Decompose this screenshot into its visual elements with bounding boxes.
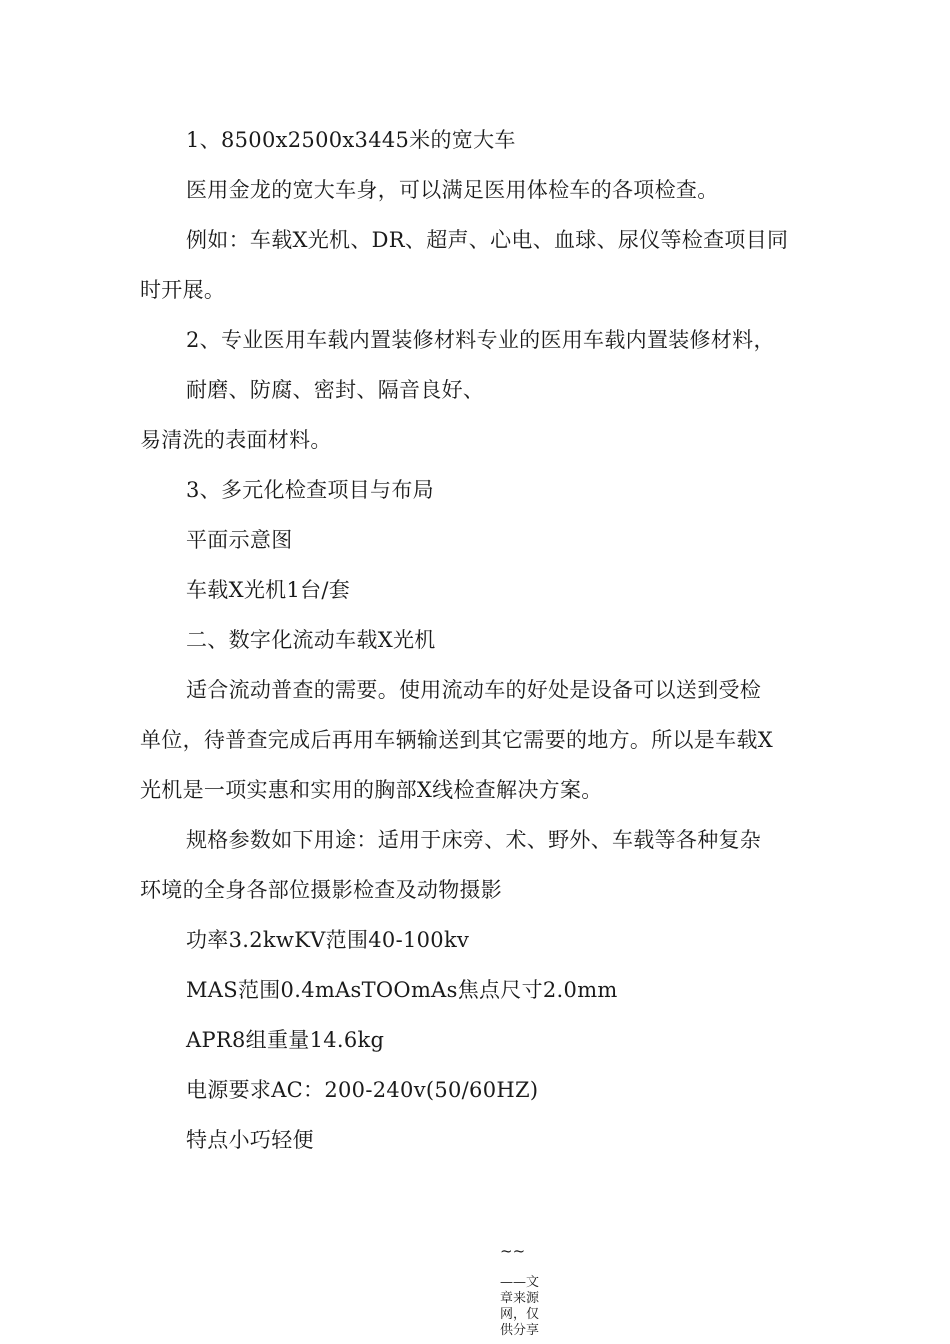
text-line-14: 光机是一项实惠和实用的胸部X线检查解决方案。	[140, 778, 603, 802]
text-line-9: 平面示意图	[186, 528, 293, 552]
text-line-13: 单位，待普查完成后再用车辆输送到其它需要的地方。所以是车载X	[140, 728, 773, 752]
text-line-6: 耐磨、防腐、密封、隔音良好、	[186, 378, 485, 402]
text-line-20: 电源要求AC：200-240v(50/60HZ)	[186, 1078, 539, 1102]
text-line-11: 二、数字化流动车载X光机	[186, 628, 436, 652]
text-line-15: 规格参数如下用途：适用于床旁、术、野外、车载等各种复杂	[186, 828, 762, 852]
text-line-16: 环境的全身各部位摄影检查及动物摄影	[140, 878, 503, 902]
text-line-1: 1、8500x2500x3445米的宽大车	[186, 128, 516, 152]
text-line-2: 医用金龙的宽大车身，可以满足医用体检车的各项检查。	[186, 178, 719, 202]
text-line-4: 时开展。	[140, 278, 226, 302]
text-line-3: 例如：车载X光机、DR、超声、心电、血球、尿仪等检查项目同	[186, 228, 789, 252]
text-line-21: 特点小巧轻便	[186, 1128, 314, 1152]
text-line-10: 车载X光机1台/套	[186, 578, 351, 602]
text-line-5: 2、专业医用车载内置装修材料专业的医用车载内置装修材料，	[186, 328, 775, 352]
text-line-19: APR8组重量14.6kg	[186, 1028, 385, 1052]
text-line-7: 易清洗的表面材料。	[140, 428, 332, 452]
text-line-17: 功率3.2kwKV范围40-100kv	[186, 928, 470, 952]
footer-mark: ~~	[500, 1242, 526, 1260]
text-line-18: MAS范围0.4mAsTOOmAs焦点尺寸2.0mm	[186, 978, 618, 1002]
text-line-8: 3、多元化检查项目与布局	[186, 478, 434, 502]
text-line-12: 适合流动普查的需要。使用流动车的好处是设备可以送到受检	[186, 678, 762, 702]
footer-source-note: ——文章来源网，仅供分享	[500, 1275, 540, 1338]
